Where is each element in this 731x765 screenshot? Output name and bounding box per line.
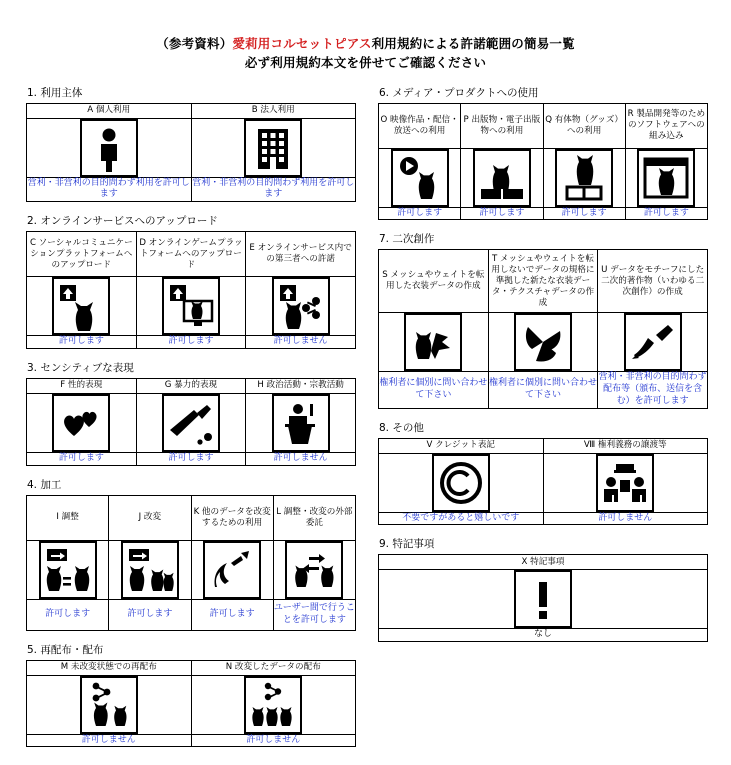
building-icon xyxy=(244,119,302,177)
cell-icon-S xyxy=(379,313,489,372)
cell-verdict-P: 許可します xyxy=(461,207,543,220)
cell-header-W: Ⅷ 権利義務の譲渡等 xyxy=(543,438,708,453)
section-6-label: メディア・プロダクトへの使用 xyxy=(392,86,539,99)
hearts-icon xyxy=(52,394,110,452)
cell-verdict-Q: 許可します xyxy=(543,207,625,220)
cell-verdict-J: 許可します xyxy=(109,599,191,630)
section-8-table xyxy=(378,438,708,526)
section-8-label: その他 xyxy=(392,421,424,434)
cell-header-A: A 個人利用 xyxy=(27,103,192,118)
table-row-verdict xyxy=(27,177,356,201)
cell-header-O: O 映像作品・配信・放送への利用 xyxy=(379,103,461,148)
cell-header-S: S メッシュやウェイトを転用した衣装データの作成 xyxy=(379,250,489,313)
table-row-header xyxy=(27,660,356,675)
section-9-number: 9. xyxy=(379,538,390,551)
cell-verdict-T: 権利者に個別に問い合わせて下さい xyxy=(488,372,598,408)
right-column xyxy=(378,85,708,758)
rights-transfer-icon xyxy=(596,454,654,512)
header-subtitle-text: 必ず利用規約本文を併せてご確認ください xyxy=(244,55,487,71)
cell-header-N: N 改変したデータの配布 xyxy=(191,660,356,675)
cell-verdict-K: 許可します xyxy=(191,599,273,630)
left-column xyxy=(26,85,356,758)
section-1 xyxy=(26,85,356,202)
cell-verdict-I: 許可します xyxy=(27,599,109,630)
cell-icon-V xyxy=(379,453,544,512)
section-4-number: 4. xyxy=(27,478,38,491)
section-7 xyxy=(378,231,708,408)
section-4-table xyxy=(26,495,356,631)
section-3-label: センシティブな表現 xyxy=(40,361,134,374)
page-header xyxy=(0,0,731,73)
cell-verdict-V: 不要ですがあると嬉しいです xyxy=(379,512,544,525)
table-row-header xyxy=(379,103,708,148)
cell-icon-F xyxy=(27,393,137,452)
table-row-icons xyxy=(27,393,356,452)
cell-header-G: G 暴力的表現 xyxy=(136,378,246,393)
cell-verdict-H: 許可しません xyxy=(246,452,356,465)
cell-header-I: I 調整 xyxy=(27,495,109,540)
upload-monitor-cat-icon xyxy=(162,277,220,335)
section-7-number: 7. xyxy=(379,233,390,246)
cat-arrow-cats-icon xyxy=(121,541,179,599)
cell-header-R: R 製品開発等のためのソフトウェアへの組み込み xyxy=(625,103,707,148)
cell-icon-M xyxy=(27,675,192,734)
cell-header-L: L 調整・改変の外部委託 xyxy=(273,495,355,540)
cell-icon-H xyxy=(246,393,356,452)
cell-header-D: D オンラインゲームプラットフォームへのアップロード xyxy=(136,232,246,277)
table-row-verdict xyxy=(27,599,356,630)
podium-speaker-icon xyxy=(272,394,330,452)
play-video-cat-icon xyxy=(391,149,449,207)
table-row-header xyxy=(27,378,356,393)
table-row-icons xyxy=(27,540,356,599)
cell-icon-O xyxy=(379,148,461,207)
cell-verdict-X: なし xyxy=(379,629,708,642)
section-2-table xyxy=(26,231,356,349)
cat-equals-cat-icon xyxy=(39,541,97,599)
cell-verdict-W: 許可しません xyxy=(543,512,708,525)
section-5 xyxy=(26,642,356,748)
table-row-verdict xyxy=(27,452,356,465)
cell-icon-W xyxy=(543,453,708,512)
cell-verdict-L: ユーザー間で行うことを許可します xyxy=(273,599,355,630)
table-row-icons xyxy=(379,313,708,372)
redistribute-cat-icon xyxy=(80,676,138,734)
cell-icon-G xyxy=(136,393,246,452)
section-2-label: オンラインサービスへのアップロード xyxy=(40,215,218,228)
cell-verdict-A: 営利・非営利の目的問わず利用を許可します xyxy=(27,177,192,201)
cell-verdict-M: 許可しません xyxy=(27,734,192,747)
header-line-1 xyxy=(0,34,731,53)
redistribute-modified-icon xyxy=(244,676,302,734)
knife-icon xyxy=(162,394,220,452)
cat-tool-icon xyxy=(203,541,261,599)
table-row-icons xyxy=(27,277,356,336)
cell-header-B: B 法人利用 xyxy=(191,103,356,118)
section-5-number: 5. xyxy=(27,643,38,656)
table-row-verdict xyxy=(379,512,708,525)
cell-header-T: T メッシュやウェイトを転用しないでデータの規格に準拠した新たな衣装データ・テクスチャデータの作成 xyxy=(488,250,598,313)
section-7-label: 二次創作 xyxy=(392,233,435,246)
cell-verdict-G: 許可します xyxy=(136,452,246,465)
table-row-icons xyxy=(379,148,708,207)
table-row-verdict xyxy=(379,629,708,642)
section-1-title xyxy=(26,85,356,100)
table-row-icons xyxy=(379,570,708,629)
cell-header-V: V クレジット表記 xyxy=(379,438,544,453)
table-row-verdict xyxy=(379,372,708,408)
cell-icon-T xyxy=(488,313,598,372)
cell-header-M: M 未改変状態での再配布 xyxy=(27,660,192,675)
section-2 xyxy=(26,213,356,349)
cell-header-Q: Q 有体物（グッズ）への利用 xyxy=(543,103,625,148)
cell-icon-I xyxy=(27,540,109,599)
cell-verdict-U: 営利・非営利の目的問わず配布等（頒布、送信を含む）を許可します xyxy=(598,372,708,408)
header-title-rest: 利用規約による許諾範囲の簡易一覧 xyxy=(371,36,575,51)
section-2-number: 2. xyxy=(27,215,38,228)
section-9-title xyxy=(378,536,708,551)
cell-icon-D xyxy=(136,277,246,336)
section-6 xyxy=(378,85,708,221)
cell-verdict-S: 権利者に個別に問い合わせて下さい xyxy=(379,372,489,408)
table-row-header xyxy=(27,232,356,277)
cell-verdict-C: 許可します xyxy=(27,336,137,349)
section-3-number: 3. xyxy=(27,361,38,374)
section-8 xyxy=(378,420,708,526)
header-ref-label: （参考資料） xyxy=(156,36,233,51)
section-9-label: 特記事項 xyxy=(392,538,435,551)
table-row-header xyxy=(27,495,356,540)
cat-mesh-costume-icon xyxy=(404,313,462,371)
section-5-table xyxy=(26,660,356,748)
header-product-name-red: 愛莉用コルセットピアス xyxy=(232,36,372,51)
cell-header-X: X 特記事項 xyxy=(379,555,708,570)
table-row-verdict xyxy=(379,207,708,220)
cell-icon-B xyxy=(191,118,356,177)
cell-icon-A xyxy=(27,118,192,177)
cell-verdict-F: 許可します xyxy=(27,452,137,465)
cell-icon-L xyxy=(273,540,355,599)
upload-share-icon xyxy=(272,277,330,335)
cell-verdict-E: 許可しません xyxy=(246,336,356,349)
table-row-header xyxy=(379,555,708,570)
cell-icon-E xyxy=(246,277,356,336)
book-cat-icon xyxy=(473,149,531,207)
cell-verdict-R: 許可します xyxy=(625,207,707,220)
section-1-table xyxy=(26,103,356,202)
section-3-title xyxy=(26,360,356,375)
section-4-label: 加工 xyxy=(40,478,62,491)
section-5-label: 再配布・配布 xyxy=(40,643,104,656)
cell-header-K: K 他のデータを改変するための利用 xyxy=(191,495,273,540)
table-row-header xyxy=(27,103,356,118)
cell-verdict-B: 営利・非営利の目的問わず利用を許可します xyxy=(191,177,356,201)
section-2-title xyxy=(26,213,356,228)
table-row-icons xyxy=(379,453,708,512)
brush-paint-icon xyxy=(624,313,682,371)
section-5-title xyxy=(26,642,356,657)
person-icon xyxy=(80,119,138,177)
cell-header-F: F 性的表現 xyxy=(27,378,137,393)
content-columns xyxy=(0,73,731,758)
section-1-number: 1. xyxy=(27,86,38,99)
section-9-table xyxy=(378,554,708,642)
cell-header-P: P 出版物・電子出版物への利用 xyxy=(461,103,543,148)
table-row-icons xyxy=(27,675,356,734)
cell-header-E: E オンラインサービス内での第三者への許諾 xyxy=(246,232,356,277)
table-row-icons xyxy=(27,118,356,177)
cell-icon-N xyxy=(191,675,356,734)
cell-icon-P xyxy=(461,148,543,207)
section-7-title xyxy=(378,231,708,246)
cell-verdict-N: 許可しません xyxy=(191,734,356,747)
table-row-header xyxy=(379,438,708,453)
cell-icon-R xyxy=(625,148,707,207)
cell-header-C: C ソーシャルコミュニケーションプラットフォームへのアップロード xyxy=(27,232,137,277)
upload-cat-icon xyxy=(52,277,110,335)
cell-icon-X xyxy=(379,570,708,629)
header-line-2 xyxy=(0,53,731,72)
section-1-label: 利用主体 xyxy=(40,86,83,99)
section-4-title xyxy=(26,477,356,492)
section-6-table xyxy=(378,103,708,221)
cell-verdict-D: 許可します xyxy=(136,336,246,349)
copyright-icon xyxy=(432,454,490,512)
cat-transfer-icon xyxy=(285,541,343,599)
table-row-header xyxy=(379,250,708,313)
cell-icon-J xyxy=(109,540,191,599)
table-row-verdict xyxy=(27,336,356,349)
cell-header-J: J 改変 xyxy=(109,495,191,540)
table-row-verdict xyxy=(27,734,356,747)
section-6-title xyxy=(378,85,708,100)
software-window-cat-icon xyxy=(637,149,695,207)
cell-icon-C xyxy=(27,277,137,336)
section-6-number: 6. xyxy=(379,86,390,99)
goods-cat-icon xyxy=(555,149,613,207)
section-3-table xyxy=(26,378,356,466)
new-texture-data-icon xyxy=(514,313,572,371)
cell-verdict-O: 許可します xyxy=(379,207,461,220)
exclamation-icon xyxy=(514,570,572,628)
section-3 xyxy=(26,360,356,466)
section-7-table xyxy=(378,249,708,408)
section-9 xyxy=(378,536,708,642)
section-4 xyxy=(26,477,356,631)
cell-icon-U xyxy=(598,313,708,372)
section-8-number: 8. xyxy=(379,421,390,434)
cell-icon-Q xyxy=(543,148,625,207)
cell-icon-K xyxy=(191,540,273,599)
cell-header-U: U データをモチーフにした二次的著作物（いわゆる二次創作）の作成 xyxy=(598,250,708,313)
cell-header-H: H 政治活動・宗教活動 xyxy=(246,378,356,393)
section-8-title xyxy=(378,420,708,435)
